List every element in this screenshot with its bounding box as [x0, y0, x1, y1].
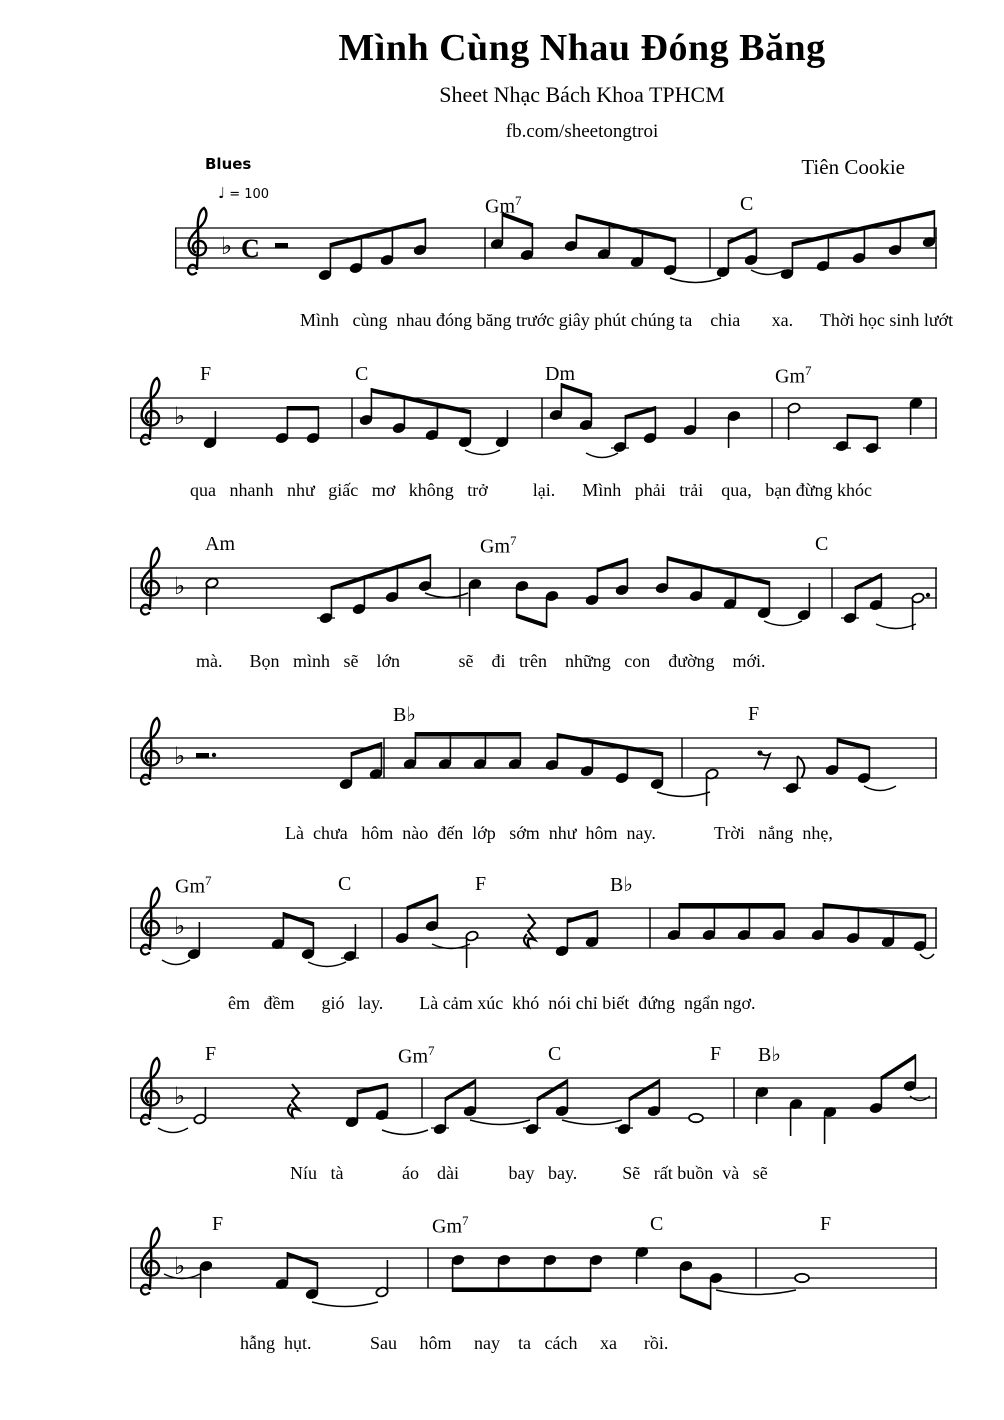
svg-text:♭: ♭: [174, 572, 186, 600]
svg-text:♭: ♭: [174, 912, 186, 940]
staff-6: [130, 1048, 937, 1148]
lyrics-line-5: êm đềm gió lay. Là cảm xúc khó nói chỉ biết đứng ngẩn ngơ.: [228, 993, 756, 1013]
chord-label: C: [740, 193, 754, 215]
chord-label: Gm$^7$: [175, 873, 212, 898]
chord-label: F: [748, 703, 760, 725]
lyrics-line-1: Mình cùng nhau đóng băng trước giây phút chúng ta chia xa. Thời học sinh lướt: [300, 310, 954, 330]
lyrics-line-7: hẫng hụt. Sau hôm nay ta cách xa rồi.: [240, 1333, 669, 1353]
staff-2: [130, 368, 937, 468]
chord-label: Gm$^7$: [775, 363, 812, 388]
svg-text:♭: ♭: [221, 232, 233, 260]
lyrics-line-2: qua nhanh như giấc mơ không trở lại. Mình phải trải qua, bạn đừng khóc: [190, 480, 872, 500]
chord-label: F: [205, 1043, 217, 1065]
style-label: Blues: [205, 155, 252, 173]
chord-label: F: [475, 873, 487, 895]
lyrics-line-4: Là chưa hôm nào đến lớp sớm như hôm nay. Trời nắng nhẹ,: [285, 823, 833, 843]
staff-7: [130, 1218, 937, 1318]
chord-label: B♭: [610, 872, 633, 896]
chord-label: Gm$^7$: [480, 533, 517, 558]
chord-label: B♭: [758, 1042, 781, 1066]
chord-label: F: [212, 1213, 224, 1235]
svg-text:♭: ♭: [174, 742, 186, 770]
staff-5: [130, 878, 937, 978]
chord-label: C: [548, 1043, 562, 1065]
chord-label: F: [710, 1043, 722, 1065]
chord-label: C: [338, 873, 352, 895]
chord-label: Dm: [545, 363, 575, 385]
staff-1: [175, 198, 937, 298]
song-title: Mình Cùng Nhau Đóng Băng: [338, 27, 826, 69]
composer-name: Tiên Cookie: [801, 155, 905, 179]
facebook-link: fb.com/sheetongtroi: [505, 120, 659, 142]
svg-text:♭: ♭: [174, 1252, 186, 1280]
staff-4: [130, 708, 937, 808]
chord-label: C: [815, 533, 829, 555]
chord-label: F: [200, 363, 212, 385]
svg-text:♭: ♭: [174, 1082, 186, 1110]
publisher-name: Sheet Nhạc Bách Khoa TPHCM: [439, 81, 725, 107]
svg-text:C: C: [241, 234, 260, 263]
svg-text:♭: ♭: [174, 402, 186, 430]
chord-label: B♭: [393, 702, 416, 726]
chord-label: C: [650, 1213, 664, 1235]
lyrics-line-6: Níu tà áo dài bay bay. Sẽ rất buồn và sẽ: [290, 1163, 768, 1183]
quarter-note-icon: ♩: [218, 184, 226, 202]
chord-label: Gm$^7$: [485, 193, 522, 218]
tempo-value: = 100: [225, 187, 270, 202]
chord-label: Gm$^7$: [432, 1213, 469, 1238]
chord-label: C: [355, 363, 369, 385]
chord-label: F: [820, 1213, 832, 1235]
header: [160, 28, 1004, 143]
chord-label: Am: [205, 533, 235, 555]
lyrics-line-3: mà. Bọn mình sẽ lớn sẽ đi trên những con đường mới.: [196, 651, 766, 671]
chord-label: Gm$^7$: [398, 1043, 435, 1068]
